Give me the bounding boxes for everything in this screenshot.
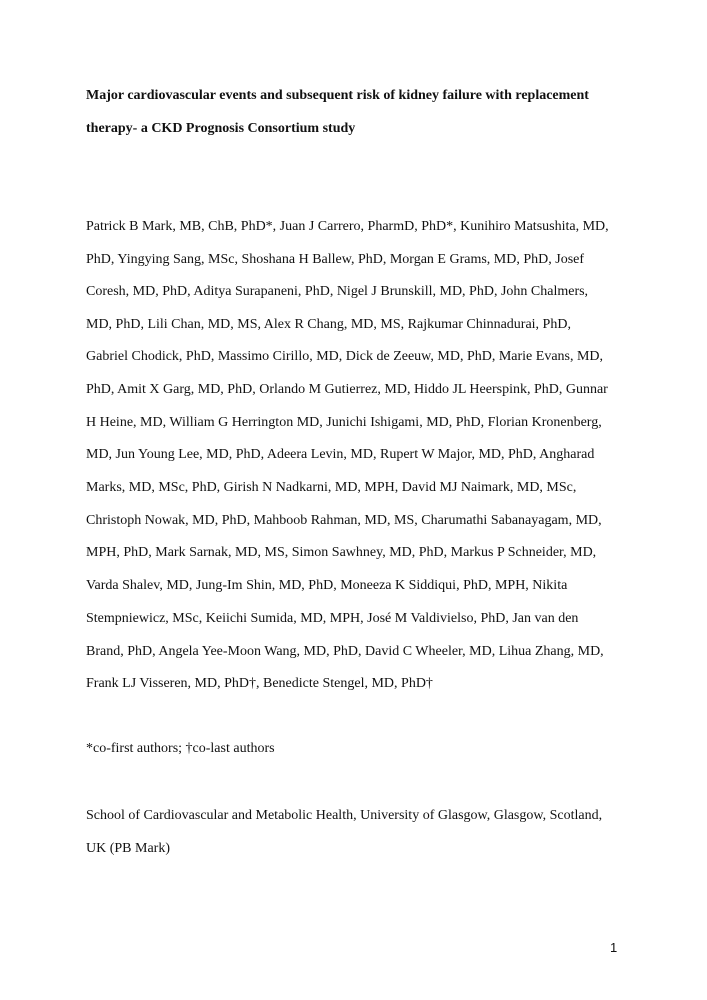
author-line: PhD, Yingying Sang, MSc, Shoshana H Ballew, PhD, Morgan E Grams, MD, PhD, Josef xyxy=(86,252,585,267)
author-line: Stempniewicz, MSc, Keiichi Sumida, MD, MPH, José M Valdivielso, PhD, Jan van den xyxy=(86,611,579,626)
author-line: Frank LJ Visseren, MD, PhD†, Benedicte Stengel, MD, PhD† xyxy=(86,676,433,691)
page-number: 1 xyxy=(610,940,618,955)
author-line: Christoph Nowak, MD, PhD, Mahboob Rahman, MD, MS, Charumathi Sabanayagam, MD, xyxy=(86,513,602,528)
title-line: Major cardiovascular events and subsequent risk of kidney failure with replacement xyxy=(86,88,589,103)
author-line: Coresh, MD, PhD, Aditya Surapaneni, PhD, Nigel J Brunskill, MD, PhD, John Chalmers, xyxy=(86,284,589,299)
author-line: H Heine, MD, William G Herrington MD, Junichi Ishigami, MD, PhD, Florian Kronenberg, xyxy=(86,415,602,430)
author-line: MD, Jun Young Lee, MD, PhD, Adeera Levin, MD, Rupert W Major, MD, PhD, Angharad xyxy=(86,447,595,462)
author-line: MD, PhD, Lili Chan, MD, MS, Alex R Chang, MD, MS, Rajkumar Chinnadurai, PhD, xyxy=(86,317,571,332)
author-line: Gabriel Chodick, PhD, Massimo Cirillo, MD, Dick de Zeeuw, MD, PhD, Marie Evans, MD, xyxy=(86,349,604,364)
author-line: Marks, MD, MSc, PhD, Girish N Nadkarni, MD, MPH, David MJ Naimark, MD, MSc, xyxy=(86,480,577,495)
author-line: MPH, PhD, Mark Sarnak, MD, MS, Simon Sawhney, MD, PhD, Markus P Schneider, MD, xyxy=(86,545,597,560)
affiliation-line: School of Cardiovascular and Metabolic Health, University of Glasgow, Glasgow, Scotland, xyxy=(86,808,603,823)
affiliation-line: UK (PB Mark) xyxy=(86,841,170,856)
author-footnote: *co-first authors; †co-last authors xyxy=(86,741,275,756)
author-line: Brand, PhD, Angela Yee-Moon Wang, MD, PhD, David C Wheeler, MD, Lihua Zhang, MD, xyxy=(86,644,604,659)
author-line: PhD, Amit X Garg, MD, PhD, Orlando M Gutierrez, MD, Hiddo JL Heerspink, PhD, Gunnar xyxy=(86,382,608,397)
author-line: Varda Shalev, MD, Jung-Im Shin, MD, PhD, Moneeza K Siddiqui, PhD, MPH, Nikita xyxy=(86,578,568,593)
title-line: therapy- a CKD Prognosis Consortium study xyxy=(86,121,356,136)
author-line: Patrick B Mark, MB, ChB, PhD*, Juan J Carrero, PharmD, PhD*, Kunihiro Matsushita, MD, xyxy=(86,219,609,234)
